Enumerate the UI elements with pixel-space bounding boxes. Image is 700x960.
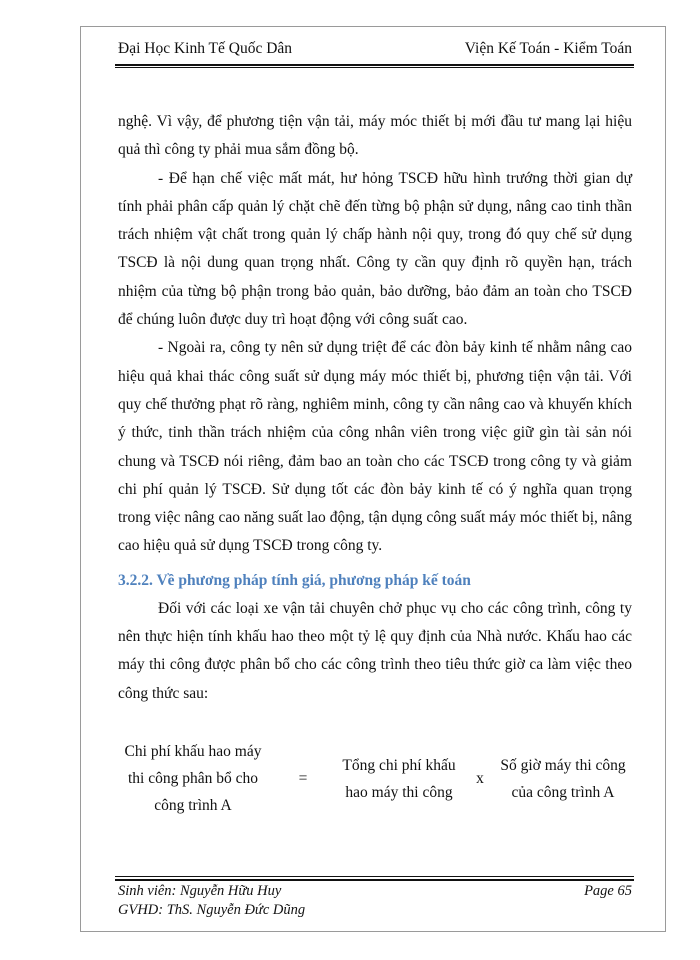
page-footer <box>118 882 632 920</box>
main-content <box>118 108 632 708</box>
formula-lhs <box>118 738 268 819</box>
formula-term1-line1: Tổng chi phí khấu <box>342 757 456 774</box>
page-header <box>118 40 632 62</box>
formula-equals: = <box>298 770 308 787</box>
header-rule <box>115 64 634 66</box>
footer-rule <box>115 879 634 881</box>
formula-times: x <box>476 770 484 787</box>
paragraph-1: nghệ. Vì vậy, để phương tiện vận tải, máy móc thiết bị mới đầu tư mang lại hiệu quả thì công ty phải mua sắm đồng bộ. <box>118 113 632 159</box>
paragraph-2: - Để hạn chế việc mất mát, hư hỏng TSCĐ hữu hình trướng thời gian dự tính phải phân cấp quản lý chặt chẽ đến từng bộ phận sử dụng, nâng cao tinh thần trách nhiệm vật chất trong quản lý chấp hành nội quy, trong đó quy chế sử dụng TSCĐ là nội dung quan trọng nhất. Công ty cần quy định rõ quyền hạn, trách nhiệm của từng bộ phận trong bảo quản, bảo dưỡng, bảo đảm an toàn cho TSCĐ để chúng luôn được duy trì hoạt động với công suất cao. <box>118 169 632 329</box>
formula-term1 <box>324 752 474 806</box>
formula-term1-line2: hao máy thi công <box>345 784 453 801</box>
paragraph-3: - Ngoài ra, công ty nên sử dụng triệt để các đòn bảy kinh tế nhằm nâng cao hiệu quả khai thác công suất sử dụng máy móc thiết bị, phương tiện vận tải. Với quy chế thưởng phạt rõ ràng, nghiêm minh, công ty cần nâng cao và khuyến khích ý thức, tinh thần trách nhiệm của công nhân viên trong việc giữ gìn tài sản nói chung và TSCĐ nói riêng, đảm bao an toàn cho các TSCĐ trong công ty và giảm chi phí quản lý TSCĐ. Sử dụng tốt các đòn bảy kinh tế có ý nghĩa quan trọng trong việc nâng cao năng suất lao động, tận dụng công suất máy móc thiết bị, nâng cao hiệu quả sử dụng TSCĐ trong công ty. <box>118 339 632 555</box>
footer-page-number: Page 65 <box>584 883 632 899</box>
formula-lhs-line3: công trình A <box>154 797 232 814</box>
depreciation-formula <box>118 738 638 834</box>
header-institute: Viện Kế Toán - Kiểm Toán <box>464 40 632 57</box>
formula-lhs-line1: Chi phí khấu hao máy <box>124 743 262 760</box>
formula-term2-line2: của công trình A <box>511 784 615 801</box>
formula-term2 <box>490 752 636 806</box>
footer-advisor: GVHD: ThS. Nguyễn Đức Dũng <box>118 902 306 918</box>
footer-student: Sinh viên: Nguyễn Hữu Huy <box>118 883 282 899</box>
section-heading: 3.2.2. Về phương pháp tính giá, phương pháp kế toán <box>118 571 471 589</box>
header-university: Đại Học Kinh Tế Quốc Dân <box>118 40 293 57</box>
paragraph-4: Đối với các loại xe vận tải chuyên chở phục vụ cho các công trình, công ty nên thực hiện tính khấu hao theo một tỷ lệ quy định của Nhà nước. Khấu hao các máy thi công được phân bổ cho các công trình theo tiêu thức giờ ca làm việc theo công thức sau: <box>118 599 632 702</box>
header-rule-thin <box>115 67 634 68</box>
formula-lhs-line2: thi công phân bổ cho <box>127 770 258 787</box>
footer-rule-thin <box>115 876 634 877</box>
formula-term2-line1: Số giờ máy thi công <box>500 757 626 774</box>
